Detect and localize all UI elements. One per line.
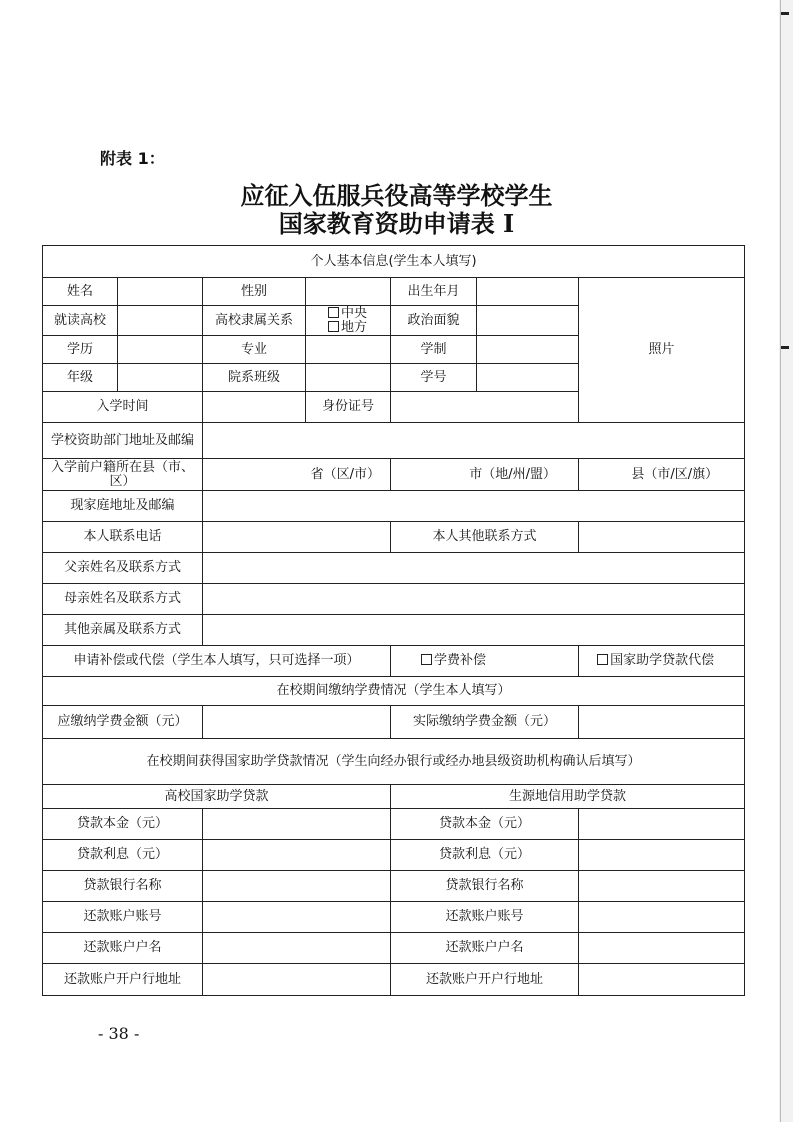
label-campus-account-name: 还款账户户名	[43, 933, 203, 964]
checkbox-central[interactable]	[328, 307, 339, 318]
checkbox-tuition[interactable]	[421, 654, 432, 665]
label-phone: 本人联系电话	[43, 522, 203, 553]
option-loan-label: 国家助学贷款代偿	[610, 653, 715, 668]
field-dept-class[interactable]	[306, 364, 391, 392]
label-name: 姓名	[43, 278, 118, 306]
label-education: 学历	[43, 336, 118, 364]
label-apply-type: 申请补偿或代偿（学生本人填写，只可选择一项）	[43, 646, 391, 677]
page-number: - 38 -	[98, 1024, 140, 1043]
label-tuition-paid: 实际缴纳学费金额（元）	[391, 706, 579, 739]
field-campus-bank-address[interactable]	[203, 964, 391, 996]
label-tuition-due: 应缴纳学费金额（元）	[43, 706, 203, 739]
field-relatives[interactable]	[203, 615, 745, 646]
option-central: 中央	[341, 305, 368, 321]
field-tuition-due[interactable]	[203, 706, 391, 739]
field-enroll-time[interactable]	[203, 392, 306, 423]
label-other-contact: 本人其他联系方式	[391, 522, 579, 553]
unit-city[interactable]: 市（地/州/盟）	[391, 459, 579, 491]
section-tuition: 在校期间缴纳学费情况（学生本人填写）	[43, 677, 745, 706]
label-campus-account-no: 还款账户账号	[43, 902, 203, 933]
label-origin-bank: 贷款银行名称	[391, 871, 579, 902]
label-mother: 母亲姓名及联系方式	[43, 584, 203, 615]
field-education[interactable]	[118, 336, 203, 364]
option-tuition-compensation[interactable]	[391, 646, 579, 677]
field-origin-bank[interactable]	[579, 871, 745, 902]
label-id-no: 身份证号	[306, 392, 391, 423]
unit-county[interactable]: 县（市/区/旗）	[579, 459, 745, 491]
field-aid-dept-address[interactable]	[203, 423, 745, 459]
label-enroll-time: 入学时间	[43, 392, 203, 423]
application-form	[42, 245, 745, 996]
label-origin-bank-address: 还款账户开户行地址	[391, 964, 579, 996]
section-personal-info: 个人基本信息(学生本人填写)	[43, 246, 745, 278]
field-student-no[interactable]	[477, 364, 579, 392]
unit-province[interactable]: 省（区/市）	[203, 459, 391, 491]
edge-mark	[781, 346, 789, 349]
label-campus-bank-address: 还款账户开户行地址	[43, 964, 203, 996]
field-origin-principal[interactable]	[579, 809, 745, 840]
label-school: 就读高校	[43, 306, 118, 336]
field-campus-account-name[interactable]	[203, 933, 391, 964]
option-local: 地方	[341, 319, 368, 335]
label-origin-account-name: 还款账户户名	[391, 933, 579, 964]
form-title-line-1: 应征入伍服兵役高等学校学生	[240, 181, 553, 210]
field-origin-account-name[interactable]	[579, 933, 745, 964]
header-campus-loan: 高校国家助学贷款	[43, 785, 391, 809]
label-duration: 学制	[391, 336, 477, 364]
field-father[interactable]	[203, 553, 745, 584]
label-campus-interest: 贷款利息（元）	[43, 840, 203, 871]
checkbox-loan[interactable]	[597, 654, 608, 665]
field-duration[interactable]	[477, 336, 579, 364]
field-gender[interactable]	[306, 278, 391, 306]
page-edge-line	[780, 0, 781, 1122]
section-loan: 在校期间获得国家助学贷款情况（学生向经办银行或经办地县级资助机构确认后填写）	[43, 739, 745, 785]
form-title-line-2: 国家教育资助申请表 I	[278, 209, 515, 238]
label-origin-interest: 贷款利息（元）	[391, 840, 579, 871]
checkbox-local[interactable]	[328, 321, 339, 332]
photo-box: 照片	[579, 278, 745, 423]
field-name[interactable]	[118, 278, 203, 306]
field-campus-account-no[interactable]	[203, 902, 391, 933]
label-major: 专业	[203, 336, 306, 364]
field-campus-interest[interactable]	[203, 840, 391, 871]
field-campus-bank[interactable]	[203, 871, 391, 902]
field-birth[interactable]	[477, 278, 579, 306]
edge-mark	[781, 12, 789, 15]
header-origin-loan: 生源地信用助学贷款	[391, 785, 745, 809]
field-phone[interactable]	[203, 522, 391, 553]
label-affiliation: 高校隶属关系	[203, 306, 306, 336]
label-aid-dept-address: 学校资助部门地址及邮编	[43, 423, 203, 459]
label-grade: 年级	[43, 364, 118, 392]
field-tuition-paid[interactable]	[579, 706, 745, 739]
option-loan-repayment[interactable]	[579, 646, 745, 677]
field-major[interactable]	[306, 336, 391, 364]
label-origin-principal: 贷款本金（元）	[391, 809, 579, 840]
appendix-label: 附表 1：	[100, 149, 165, 168]
field-other-contact[interactable]	[579, 522, 745, 553]
label-origin-account-no: 还款账户账号	[391, 902, 579, 933]
label-birth: 出生年月	[391, 278, 477, 306]
field-id-no[interactable]	[391, 392, 579, 423]
affiliation-options	[306, 306, 391, 336]
label-campus-bank: 贷款银行名称	[43, 871, 203, 902]
field-campus-principal[interactable]	[203, 809, 391, 840]
label-dept-class: 院系班级	[203, 364, 306, 392]
field-origin-interest[interactable]	[579, 840, 745, 871]
label-hukou: 入学前户籍所在县（市、区）	[43, 459, 203, 491]
label-student-no: 学号	[391, 364, 477, 392]
label-relatives: 其他亲属及联系方式	[43, 615, 203, 646]
field-home-address[interactable]	[203, 491, 745, 522]
field-political[interactable]	[477, 306, 579, 336]
label-father: 父亲姓名及联系方式	[43, 553, 203, 584]
label-home-address: 现家庭地址及邮编	[43, 491, 203, 522]
field-origin-bank-address[interactable]	[579, 964, 745, 996]
option-tuition-label: 学费补偿	[434, 653, 487, 668]
label-political: 政治面貌	[391, 306, 477, 336]
page-edge	[779, 0, 793, 1122]
field-school[interactable]	[118, 306, 203, 336]
label-campus-principal: 贷款本金（元）	[43, 809, 203, 840]
field-grade[interactable]	[118, 364, 203, 392]
field-origin-account-no[interactable]	[579, 902, 745, 933]
label-gender: 性别	[203, 278, 306, 306]
field-mother[interactable]	[203, 584, 745, 615]
